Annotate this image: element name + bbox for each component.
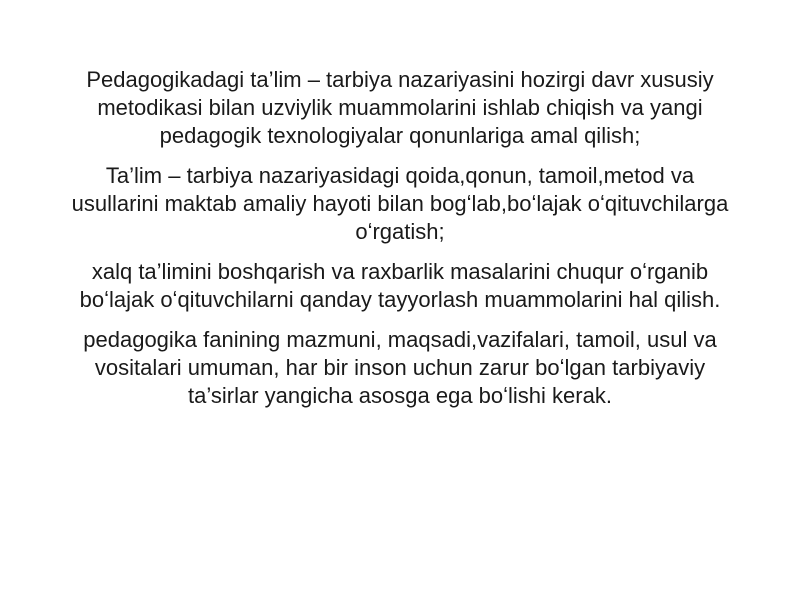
paragraph-2: Ta’lim – tarbiya nazariyasidagi qoida,qonun, tamoil,metod va usullarini maktab amaliy hayoti bilan bogʻlab,boʻlajak oʻqituvchilarga oʻrgatish;: [71, 163, 729, 244]
slide-body: [60, 66, 740, 422]
paragraph-3: xalq ta’limini boshqarish va raxbarlik masalarini chuqur oʻrganib boʻlajak oʻqituvchilarni qanday tayyorlash muammolarini hal qilish.: [79, 259, 721, 312]
paragraph-4: pedagogika fanining mazmuni, maqsadi,vazifalari, tamoil, usul va vositalari umuman, har bir inson uchun zarur boʻlgan tarbiyaviy ta’sirlar yangicha asosga ega boʻlishi kerak.: [83, 327, 717, 408]
paragraph-1: Pedagogikadagi ta’lim – tarbiya nazariyasini hozirgi davr xususiy metodikasi bilan uzviylik muammolarini ishlab chiqish va yangi pedagogik texnologiyalar qonunlariga amal qilish;: [86, 67, 714, 148]
